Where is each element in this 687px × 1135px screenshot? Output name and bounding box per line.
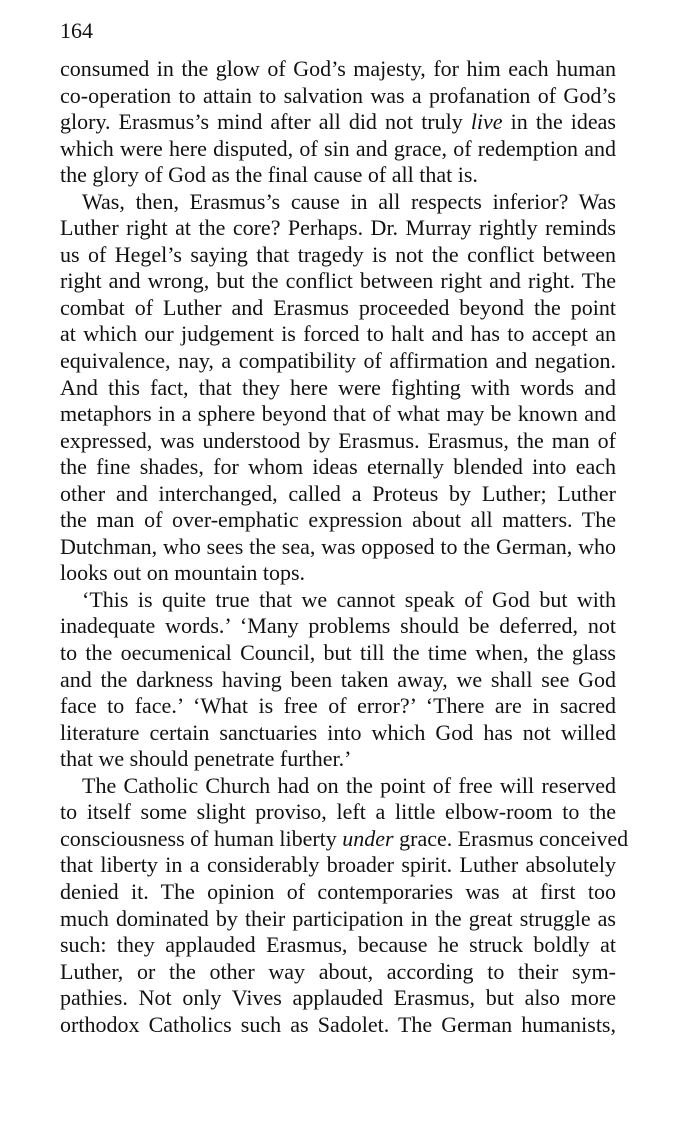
text-segment: grace. Erasmus conceived [393,825,629,851]
emphasis: under [342,825,394,851]
text-line: inadequate words.’ ‘Many problems should be deferred, not [60,613,616,639]
text-line [60,825,629,853]
text-line: looks out on mountain tops. [60,560,306,586]
text-line: ‘This is quite true that we cannot speak of God but with [82,586,616,612]
body-text [60,56,629,1038]
text-line: that liberty in a considerably broader spirit. Luther absolutely [60,852,616,878]
text-line: The Catholic Church had on the point of free will reserved [82,772,616,798]
text-line: the glory of God as the final cause of all that is. [60,162,478,188]
text-line: right and wrong, but the conflict between right and right. The [60,268,616,294]
text-line: the man of over-emphatic expression about all matters. The [60,507,616,533]
text-line: pathies. Not only Vives applauded Erasmus, but also more [60,985,616,1011]
text-line: orthodox Catholics such as Sadolet. The German humanists, [60,1011,616,1037]
text-line: combat of Luther and Erasmus proceeded beyond the point [60,294,616,320]
text-line: which were here disputed, of sin and grace, of redemption and [60,135,616,161]
text-line [60,109,616,136]
emphasis: live [470,109,503,135]
text-line: to the oecumenical Council, but till the time when, the glass [60,640,616,666]
text-segment: in the ideas [502,109,616,135]
text-line: other and interchanged, called a Proteus by Luther; Luther [60,480,616,506]
text-line: that we should penetrate further.’ [60,746,352,772]
text-line: us of Hegel’s saying that tragedy is not the conflict between [60,241,616,267]
text-segment: consciousness of human liberty [60,825,343,851]
text-line: literature certain sanctuaries into which God has not willed [60,719,616,745]
text-line: and the darkness having been taken away, we shall see God [60,666,616,692]
text-line: such: they applauded Erasmus, because he struck boldly at [60,932,616,958]
text-line: much dominated by their participation in the great struggle as [60,905,616,931]
text-line: face to face.’ ‘What is free of error?’ ‘There are in sacred [60,693,616,719]
text-segment: glory. Erasmus’s mind after all did not truly [60,109,471,135]
text-line: the fine shades, for whom ideas eternally blended into each [60,454,616,480]
text-line: to itself some slight proviso, left a little elbow-room to the [60,799,616,825]
text-line: Luther, or the other way about, according to their sym- [60,958,616,984]
text-line: consumed in the glow of God’s majesty, for him each human [60,56,616,81]
text-line: equivalence, nay, a compatibility of affirmation and negation. [60,348,616,374]
text-line: Dutchman, who sees the sea, was opposed to the German, who [60,533,616,559]
text-line: Luther right at the core? Perhaps. Dr. Murray rightly reminds [60,215,616,241]
text-line: denied it. The opinion of contemporaries was at first too [60,878,616,904]
text-line: expressed, was understood by Erasmus. Erasmus, the man of [60,427,616,453]
text-line: Was, then, Erasmus’s cause in all respects inferior? Was [82,188,616,214]
text-line: And this fact, that they here were fighting with words and [60,374,616,400]
text-line: at which our judgement is forced to halt and has to accept an [60,321,616,347]
text-line: co-operation to attain to salvation was a profanation of God’s [60,82,616,108]
page-number: 164 [60,18,93,43]
text-line: metaphors in a sphere beyond that of what may be known and [60,401,616,427]
